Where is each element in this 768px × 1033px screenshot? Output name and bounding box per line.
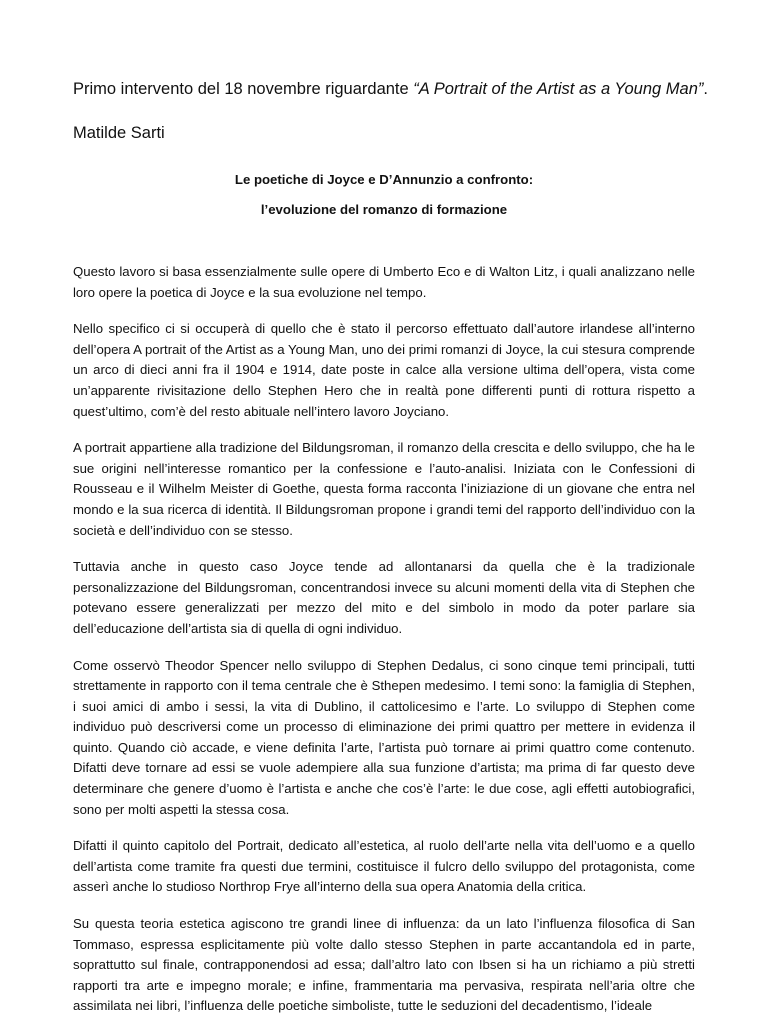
paragraph: Difatti il quinto capitolo del Portrait, dedicato all’estetica, al ruolo dell’arte nella vita dell’uomo e a quello dell’artista come tramite fra questi due termini, costituisce il fulcro dello sviluppo del protagonista, come asserì anche lo studioso Northrop Frye all’interno della sua opera Anatomia della critica. <box>73 838 695 895</box>
document-heading-line-2: l’evoluzione del romanzo di formazione <box>260 202 508 217</box>
header-intro: Primo intervento del 18 novembre riguardante <box>73 80 414 98</box>
document-body <box>73 262 695 1033</box>
paragraph: Come osservò Theodor Spencer nello sviluppo di Stephen Dedalus, ci sono cinque temi principali, tutti strettamente in rapporto con il tema centrale che è Sthepen medesimo. I temi sono: la famiglia di Stephen, i suoi amici di ambo i sessi, la vita di Dublino, il cattolicesimo e l’arte. Lo sviluppo di Stephen come individuo può descriversi come un processo di eliminazione dei primi quattro per mettere in evidenza il quinto. Quando ciò accade, e viene definita l’arte, l’artista può tornare ai primi quattro come contenuto. Difatti deve tornare ad essi se vuole adempiere alla sua funzione d’artista; ma prima di far questo deve determinare che genere d’uomo è l’artista e anche che cos’è l’arte: le due cose, agli effetti autobiografici, sono per molti aspetti la stessa cosa. <box>73 657 695 817</box>
paragraph: A portrait appartiene alla tradizione del Bildungsroman, il romanzo della crescita e dello sviluppo, che ha le sue origini nell’interesse romantico per la confessione e l’auto-analisi. Iniziata con le Confessioni di Rousseau e il Wilhelm Meister di Goethe, questa forma racconta l’iniziazione di un giovane che entra nel mondo e la sua ricerca di identità. Il Bildungsroman propone i grandi temi del rapporto dell’individuo con la società e dell’individuo con se stesso. <box>73 440 695 538</box>
paragraph: Nello specifico ci si occuperà di quello che è stato il percorso effettuato dall’autore irlandese all’interno dell’opera A portrait of the Artist as a Young Man, uno dei primi romanzi di Joyce, la cui stesura comprende un arco di dieci anni fra il 1904 e 1914, date poste in calce alla versione ultima dell’opera, vista come un’apparente rivisitazione dello Stephen Hero che in realtà pone differenti punti di rottura rispetto a quest’ultimo, com’è del resto abituale nell’intero lavoro Joyciano. <box>73 321 695 419</box>
author-name: Matilde Sarti <box>73 124 165 142</box>
document-header <box>73 80 733 99</box>
document-heading-line-1: Le poetiche di Joyce e D’Annunzio a confronto: <box>234 172 534 187</box>
paragraph: Tuttavia anche in questo caso Joyce tende ad allontanarsi da quella che è la tradizionale personalizzazione del Bildungsroman, concentrandosi invece su alcuni momenti della vita di Stephen che potevano essere generalizzati per mezzo del mito e del simbolo in modo da poter parlare sia dell’educazione dell’artista sia di quella di ogni individuo. <box>73 559 695 636</box>
header-suffix: . <box>703 80 708 98</box>
paragraph: Su questa teoria estetica agiscono tre grandi linee di influenza: da un lato l’influenza filosofica di San Tommaso, espressa esplicitamente più volte dallo stesso Stephen in parte accantandola ed in parte, soprattutto sul finale, contrapponendosi ad essa; dall’altro lato con Ibsen si ha un richiamo a più stretti rapporti tra arte e impegno morale; e infine, frammentaria ma pervasiva, respirata nell’aria oltre che assimilata nei libri, l’influenza delle poetiche simboliste, tutte le seduzioni del decadentismo, l’ideale <box>73 916 695 1014</box>
paragraph: Questo lavoro si basa essenzialmente sulle opere di Umberto Eco e di Walton Litz, i quali analizzano nelle loro opere la poetica di Joyce e la sua evoluzione nel tempo. <box>73 264 695 300</box>
header-work-title: “A Portrait of the Artist as a Young Man” <box>413 80 704 98</box>
